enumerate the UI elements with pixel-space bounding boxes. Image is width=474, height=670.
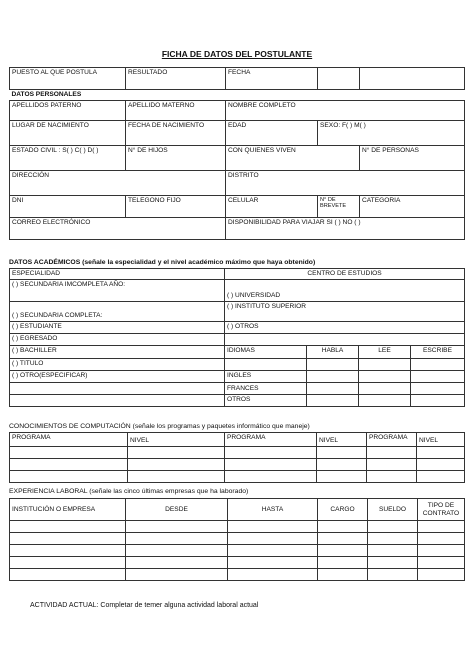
exp-cell[interactable] [318,521,368,533]
lang-cell[interactable] [411,383,465,395]
comp-cell[interactable] [317,459,367,471]
header-blank-1[interactable] [318,68,360,90]
lang-cell[interactable] [307,395,359,407]
comp-cell[interactable] [128,471,225,483]
nivel-header-1: NIVEL [128,433,225,447]
distrito-field[interactable]: DISTRITO [226,170,465,195]
idiomas-header: IDIOMAS [225,346,307,359]
programa-header-2: PROGRAMA [225,433,317,447]
instituto-option[interactable]: ( ) INSTITUTO SUPERIOR [225,302,465,322]
exp-header-desde: DESDE [126,499,228,521]
escribe-header: ESCRIBE [411,346,465,359]
lang-cell[interactable] [411,371,465,383]
computing-table [9,432,465,483]
puesto-field[interactable]: PUESTO AL QUE POSTULA [10,68,126,90]
centro-header: CENTRO DE ESTUDIOS [225,269,465,280]
lang-cell[interactable] [359,359,411,371]
fecha-field[interactable]: FECHA [226,68,318,90]
nivel-header-3: NIVEL [417,433,465,447]
exp-cell[interactable] [418,569,465,581]
lugar-nacimiento-field[interactable]: LUGAR DE NACIMIENTO [10,120,126,145]
comp-cell[interactable] [417,471,465,483]
exp-cell[interactable] [318,557,368,569]
fecha-nacimiento-field[interactable]: FECHA DE NACIMIENTO [126,120,226,145]
otros-lang-row: OTROS [225,395,307,407]
habla-header: HABLA [307,346,359,359]
exp-cell[interactable] [318,569,368,581]
frances-row: FRANCES [225,383,307,395]
exp-cell[interactable] [228,545,318,557]
exp-cell[interactable] [228,557,318,569]
otros-option[interactable]: ( ) OTROS [225,322,465,334]
exp-cell[interactable] [368,569,418,581]
lang-cell[interactable] [359,383,411,395]
n-personas-field[interactable]: N° DE PERSONAS [360,145,465,170]
comp-cell[interactable] [317,471,367,483]
exp-cell[interactable] [418,533,465,545]
programa-header-1: PROGRAMA [10,433,128,447]
exp-cell[interactable] [126,521,228,533]
exp-cell[interactable] [10,521,126,533]
especialidad-header: ESPECIALIDAD [10,269,225,280]
comp-cell[interactable] [417,447,465,459]
nivel-header-2: NIVEL [317,433,367,447]
secundaria-incompleta-option[interactable]: ( ) SECUNDARIA IMCOMPLETA AÑO: [10,280,225,302]
telefono-fijo-field[interactable]: TELEGONO FIJO [126,195,226,217]
exp-cell[interactable] [126,569,228,581]
exp-cell[interactable] [368,521,418,533]
edad-field[interactable]: EDAD [226,120,318,145]
comp-cell[interactable] [10,471,128,483]
comp-cell[interactable] [10,459,128,471]
academic-blank[interactable] [225,334,465,346]
programa-header-3: PROGRAMA [367,433,417,447]
header-blank-2[interactable] [360,68,465,90]
dni-field[interactable]: DNI [10,195,126,217]
comp-cell[interactable] [128,459,225,471]
sexo-field[interactable]: SEXO: F( ) M( ) [318,120,465,145]
categoria-field[interactable]: CATEGORIA [360,195,465,217]
comp-cell[interactable] [317,447,367,459]
universidad-option[interactable]: ( ) UNIVERSIDAD [225,280,465,302]
personal-data-table [9,67,465,240]
secundaria-completa-option[interactable]: ( ) SECUNDARIA COMPLETA: [10,302,225,322]
disponibilidad-field[interactable]: DISPONIBILIDAD PARA VIAJAR SI ( ) NO ( ) [226,217,465,239]
exp-header-cargo: CARGO [318,499,368,521]
resultado-field[interactable]: RESULTADO [126,68,226,90]
exp-cell[interactable] [228,521,318,533]
comp-cell[interactable] [225,459,317,471]
celular-field[interactable]: CELULAR [226,195,318,217]
comp-cell[interactable] [10,447,128,459]
otro-option[interactable]: ( ) OTRO(ESPECIFICAR) [10,371,225,383]
exp-cell[interactable] [368,557,418,569]
lee-header: LEE [359,346,411,359]
exp-cell[interactable] [10,569,126,581]
computing-heading: CONOCIMIENTOS DE COMPUTACIÓN (señale los programas y paquetes informático que maneje) [9,423,310,430]
lang-cell[interactable] [411,359,465,371]
exp-header-sueldo: SUELDO [368,499,418,521]
apellido-materno-field[interactable]: APELLIDO MATERNO [126,100,226,120]
comp-cell[interactable] [367,447,417,459]
egresado-option[interactable]: ( ) EGRESADO [10,334,225,346]
exp-cell[interactable] [228,569,318,581]
estudiante-option[interactable]: ( ) ESTUDIANTE [10,322,225,334]
academic-heading: DATOS ACADÉMICOS (señale la especialidad y el nivel académico máximo que haya obtenido) [9,259,316,266]
comp-cell[interactable] [128,447,225,459]
lang-cell[interactable] [307,359,359,371]
exp-cell[interactable] [368,545,418,557]
titulo-option[interactable]: ( ) TITULO [10,359,225,371]
comp-cell[interactable] [417,459,465,471]
exp-header-empresa: INSTITUCIÓN O EMPRESA [10,499,126,521]
experience-table [9,498,465,581]
lang-cell[interactable] [411,395,465,407]
exp-header-hasta: HASTA [228,499,318,521]
brevete-field[interactable]: N° DE BREVETE [318,195,360,217]
lang-cell[interactable] [307,383,359,395]
comp-cell[interactable] [225,471,317,483]
exp-header-contrato: TIPO DE CONTRATO [418,499,465,521]
exp-cell[interactable] [126,557,228,569]
lang-cell[interactable] [359,395,411,407]
comp-cell[interactable] [367,459,417,471]
exp-cell[interactable] [10,557,126,569]
bachiller-option[interactable]: ( ) BACHILLER [10,346,225,359]
exp-cell[interactable] [418,557,465,569]
exp-cell[interactable] [318,533,368,545]
academic-blank[interactable] [10,395,225,407]
exp-cell[interactable] [10,545,126,557]
ingles-row: INGLES [225,371,307,383]
actividad-actual-note: ACTIVIDAD ACTUAL: Completar de temer alguna actividad laboral actual [30,602,259,609]
exp-cell[interactable] [228,533,318,545]
exp-cell[interactable] [318,545,368,557]
exp-cell[interactable] [368,533,418,545]
direccion-field[interactable]: DIRECCIÓN [10,170,226,195]
exp-cell[interactable] [418,545,465,557]
lang-cell[interactable] [307,371,359,383]
nombre-completo-field[interactable]: NOMBRE COMPLETO [226,100,465,120]
comp-cell[interactable] [367,471,417,483]
con-quienes-field[interactable]: CON QUIENES VIVEN [226,145,360,170]
lang-blank [225,359,307,371]
form-title: FICHA DE DATOS DEL POSTULANTE [161,49,313,59]
exp-cell[interactable] [126,533,228,545]
exp-cell[interactable] [418,521,465,533]
personal-heading: DATOS PERSONALES [11,91,82,98]
correo-field[interactable]: CORREO ELECTRÓNICO [10,217,226,239]
apellido-paterno-field[interactable]: APELLIDOS PATERNO [10,100,126,120]
experience-heading: EXPERIENCIA LABORAL (señale las cinco últimas empresas que ha laborado) [9,488,249,495]
academic-table [9,268,465,407]
academic-blank[interactable] [10,383,225,395]
comp-cell[interactable] [225,447,317,459]
lang-cell[interactable] [359,371,411,383]
estado-civil-field[interactable]: ESTADO CIVIL : S( ) C( ) D( ) [10,145,126,170]
exp-cell[interactable] [10,533,126,545]
n-hijos-field[interactable]: N° DE HIJOS [126,145,226,170]
exp-cell[interactable] [126,545,228,557]
